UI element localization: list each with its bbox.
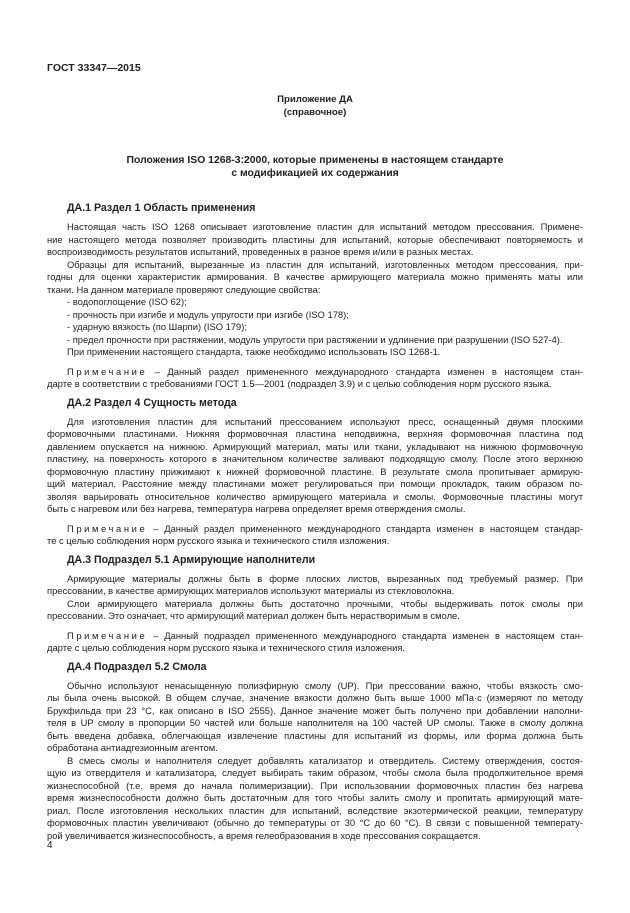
section-heading: ДА.4 Подраздел 5.2 Смола [67,660,207,673]
paragraph [47,346,583,359]
text-line: время жизнеспособности должно быть достаточным для того чтобы залить смолу и пропитать армирующий мате- [47,792,583,803]
section-heading: ДА.3 Подраздел 5.1 Армирующие наполнители [67,553,316,566]
note-label: Примечание [67,365,148,377]
text-line: Армирующие материалы должны быть в форме плоских листов, вырезанных под требуемый размер. При [67,572,583,584]
note-paragraph [47,366,583,391]
text-line: те с целью соблюдения норм русского языка и технического стиля изложения. [47,535,390,546]
text-line: риал. После изготовления нескольких пластин для испытаний, вследствие экзотермической реакции, температуру [47,804,583,816]
text-line: быть введена добавка, облегчающая извлечение пластины для испытаний из формы, или форма должна быть [47,729,583,741]
text-line: пластину, на поверхность которого в значительном количестве заливают подходящую смолу. После этого верхнюю [47,453,583,464]
text-line: - предел прочности при растяжении, модуль упругости при растяжении и удлинение при разрушении (ISO 527-4). [67,333,563,345]
text-line: - прочность при изгибе и модуль упругости при изгибе (ISO 178); [67,308,349,320]
text-line: воспроизводимость результатов испытаний, проведенных в разное время и/или в разных местах. [47,246,474,257]
paragraph [47,416,583,516]
paragraph [47,321,583,334]
appendix-title: Приложение ДА [277,94,353,105]
paragraph [47,334,583,347]
text-line [47,366,583,379]
text-line [47,523,583,536]
text-line: теля в UP смолу в пропорции 50 частей или больше наполнителя на 100 частей UP смолы. Также в смолу должна [47,717,583,728]
text-line: прессовании, в качестве армирующих материалов используют материалы из стекловолокна. [47,585,455,596]
text-line: дарте в соответствии с требованиями ГОСТ 1.5—2001 (подраздел 3.9) и с целью соблюдения норм русского языка. [47,378,552,389]
text-line: лы была очень высокой. В общем случае, значение вязкости должно быть выше 1000 мПа·с (измеряют по методу [47,692,583,703]
text-line: Обычно используют ненасыщенную полиэфирную смолу (UP). При прессовании важно, чтобы вязкость смо- [67,679,583,691]
paragraph [47,755,583,843]
text-line: обработана антиадгезионным агентом. [47,742,218,753]
document-title [47,154,583,180]
note-paragraph [47,523,583,548]
text-line: прессовании. Это означает, что армирующий материал должен быть нерастворимым в смоле. [47,610,460,621]
paragraph [47,680,583,755]
text-line: жизнеспособной (т.е. время до начала полимеризации). При использовании формовочных пластин без нагрева [47,779,583,791]
text-line: Образцы для испытаний, вырезанные из пластин для испытаний, изготовленных методом прессования, при- [67,258,583,270]
note-label: Примечание [67,629,148,641]
note-text: – Данный раздел примененного международного стандарта изменен в настоящем стан- [147,365,583,377]
text-line: щий материал. Расстояние между пластинами может регулироваться при помощи прокладок, таким образом по- [47,478,583,489]
text-line: дарте с целью соблюдения норм русского языка и технического стиля изложения. [47,642,406,653]
paragraph [47,221,583,259]
note-label: Примечание [67,522,148,534]
text-line: рой увеличивается жизнеспособность, а время гелеобразования в ходе прессования сокращается. [47,829,481,841]
note-text: – Данный раздел примененного международного стандарта изменен в настоящем стандар- [147,522,583,534]
text-line: щую из отвердителя и катализатора, следует выбирать таким образом, чтобы смола была продолжительное время [47,767,583,778]
text-line: быть с нагревом или без нагрева, температура нагрева определяет время отверждения смолы. [47,503,466,514]
section-heading: ДА.1 Раздел 1 Область применения [67,202,256,214]
text-line: При применении настоящего стандарта, также необходимо использовать ISO 1268-1. [67,346,441,357]
text-line: ткани. На данном материале проверяют следующие свойства: [47,283,321,295]
text-line: годны для оценки характеристик армирования. В качестве армирующего материала можно применять маты или [47,271,583,282]
paragraph [47,573,583,598]
text-line: ние настоящего метода позволяет производить пластины для испытаний, которые обеспечивают повторяемость и [47,233,583,245]
text-line: формовочную пластину прижимают к нижней формовочной пластине. В результате смола пропитывает армирую- [47,465,583,477]
text-line: зволяя варьировать относительное количество армирующего материала и смолы. Формовочные пластины могут [47,490,583,502]
paragraph [47,296,583,309]
document-header: ГОСТ 33347—2015 [47,62,141,74]
text-line: Для изготовления пластин для испытаний прессованием используют пресс, оснащенный двумя плоскими [67,415,583,427]
text-line: - водопоглощение (ISO 62); [67,296,187,307]
text-line: - ударную вязкость (по Шарпи) (ISO 179); [67,321,247,332]
text-line: формовочными пластинами. Нижняя формовочная пластина неподвижна, верхняя формовочная пластина под [47,428,583,439]
paragraph [47,598,583,623]
text-line: формовочных пластин увеличивают (обычно до температуры от 30 °С до 60 °С). В связи с повышенной температу- [47,817,583,828]
appendix-subtitle: (справочное) [283,106,347,118]
text-line [47,630,583,643]
paragraph [47,309,583,322]
note-text: – Данный подраздел примененного международного стандарта изменен в настоящем стан- [147,629,583,641]
section-heading: ДА.2 Раздел 4 Сущность метода [67,396,237,409]
text-line: давлением опускается на нижнюю. Армирующий материал, маты или ткани, укладывают на нижнюю формовочную [47,440,583,452]
text-line: Настоящая часть ISO 1268 описывает изготовление пластин для испытаний методом прессования. Примене- [67,221,583,232]
note-paragraph [47,630,583,655]
paragraph [47,259,583,297]
text-line: Слои армирующего материала должны быть достаточно прочными, чтобы выдерживать поток смолы при [67,597,583,609]
text-line: В смесь смолы и наполнителя следует добавлять катализатор и отвердитель. Систему отверждения, состоя- [67,754,583,766]
appendix-heading [47,94,583,119]
document-body [47,198,583,842]
title-line: Положения ISO 1268-3:2000, которые применены в настоящем стандарте [126,155,504,166]
page-number: 4 [47,840,53,851]
text-line: Брукфильда при 23 °С, как описано в ISO 2555). Данное значение может быть получено при добавлении наполни- [47,704,583,716]
title-line: с модификацией их содержания [231,168,399,179]
